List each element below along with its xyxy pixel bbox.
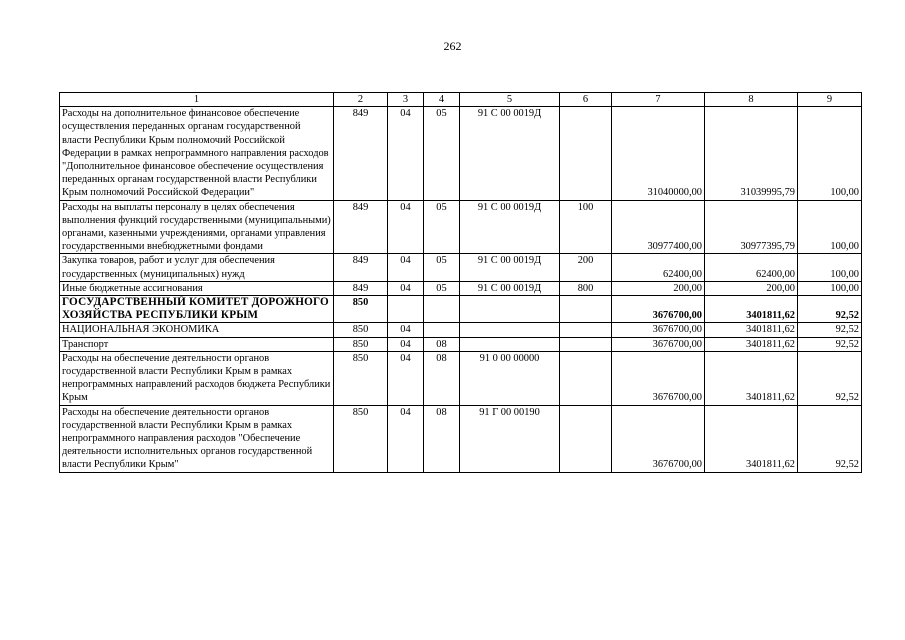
budget-table: [59, 92, 862, 473]
cell-ministry: 850: [334, 323, 388, 337]
row-description: Закупка товаров, работ и услуг для обеспечения государственных (муниципальных) нужд: [60, 254, 334, 281]
cell-percent: 100,00: [798, 200, 862, 254]
cell-section: 04: [388, 281, 424, 295]
cell-section: 04: [388, 351, 424, 405]
column-header: 8: [705, 93, 798, 107]
cell-section: 04: [388, 200, 424, 254]
cell-planned: 3676700,00: [612, 405, 705, 472]
cell-target-article: 91 С 00 0019Д: [460, 107, 560, 200]
cell-section: 04: [388, 337, 424, 351]
cell-executed: 3401811,62: [705, 296, 798, 323]
cell-ministry: 850: [334, 337, 388, 351]
cell-percent: 100,00: [798, 107, 862, 200]
cell-planned: 3676700,00: [612, 323, 705, 337]
table-row: [60, 254, 862, 281]
cell-planned: 3676700,00: [612, 296, 705, 323]
table-row: [60, 351, 862, 405]
page-number: 262: [443, 39, 462, 53]
cell-ministry: 849: [334, 107, 388, 200]
table-row: [60, 107, 862, 200]
cell-expense-type: [560, 337, 612, 351]
cell-planned: 62400,00: [612, 254, 705, 281]
column-header: 3: [388, 93, 424, 107]
cell-executed: 3401811,62: [705, 351, 798, 405]
cell-expense-type: [560, 405, 612, 472]
cell-ministry: 849: [334, 254, 388, 281]
table-row: [60, 296, 862, 323]
table-row: [60, 405, 862, 472]
cell-executed: 62400,00: [705, 254, 798, 281]
column-header: 7: [612, 93, 705, 107]
cell-executed: 3401811,62: [705, 405, 798, 472]
cell-expense-type: 100: [560, 200, 612, 254]
cell-subsection: 08: [424, 351, 460, 405]
cell-percent: 100,00: [798, 254, 862, 281]
cell-percent: 92,52: [798, 351, 862, 405]
cell-expense-type: [560, 351, 612, 405]
row-description: Расходы на дополнительное финансовое обеспечение осуществления переданных органам государственной власти Республики Крым полномочий Российской Федерации в рамках непрограммного направления расходов "Дополнительное финансовое обеспечение осуществления переданных органам государственной власти Республики Крым полномочий Российской Федерации": [60, 107, 334, 200]
cell-subsection: 05: [424, 107, 460, 200]
table-row: [60, 337, 862, 351]
cell-target-article: 91 С 00 0019Д: [460, 200, 560, 254]
column-header: 5: [460, 93, 560, 107]
cell-percent: 100,00: [798, 281, 862, 295]
row-description: Расходы на выплаты персоналу в целях обеспечения выполнения функций государственными (муниципальными) органами, казенными учреждениями, органами управления государственными внебюджетными фондами: [60, 200, 334, 254]
column-header: 6: [560, 93, 612, 107]
cell-planned: 30977400,00: [612, 200, 705, 254]
row-description: ГОСУДАРСТВЕННЫЙ КОМИТЕТ ДОРОЖНОГО ХОЗЯЙСТВА РЕСПУБЛИКИ КРЫМ: [60, 296, 334, 323]
cell-subsection: [424, 323, 460, 337]
cell-subsection: 05: [424, 281, 460, 295]
row-description: Транспорт: [60, 337, 334, 351]
cell-section: 04: [388, 107, 424, 200]
cell-percent: 92,52: [798, 405, 862, 472]
cell-target-article: [460, 296, 560, 323]
cell-executed: 30977395,79: [705, 200, 798, 254]
cell-subsection: 08: [424, 405, 460, 472]
row-description: Расходы на обеспечение деятельности органов государственной власти Республики Крым в рамках непрограммных направлений расходов бюджета Республики Крым: [60, 351, 334, 405]
cell-ministry: 849: [334, 200, 388, 254]
cell-expense-type: 800: [560, 281, 612, 295]
cell-ministry: 849: [334, 281, 388, 295]
table-row: [60, 200, 862, 254]
cell-planned: 3676700,00: [612, 337, 705, 351]
cell-section: 04: [388, 323, 424, 337]
cell-subsection: 05: [424, 200, 460, 254]
cell-target-article: 91 Г 00 00190: [460, 405, 560, 472]
cell-planned: 31040000,00: [612, 107, 705, 200]
cell-ministry: 850: [334, 405, 388, 472]
column-header: 9: [798, 93, 862, 107]
cell-target-article: [460, 337, 560, 351]
cell-executed: 31039995,79: [705, 107, 798, 200]
cell-planned: 200,00: [612, 281, 705, 295]
column-header: 4: [424, 93, 460, 107]
cell-ministry: 850: [334, 351, 388, 405]
cell-section: 04: [388, 254, 424, 281]
cell-subsection: 05: [424, 254, 460, 281]
cell-percent: 92,52: [798, 296, 862, 323]
cell-target-article: [460, 323, 560, 337]
cell-executed: 3401811,62: [705, 337, 798, 351]
cell-planned: 3676700,00: [612, 351, 705, 405]
cell-target-article: 91 0 00 00000: [460, 351, 560, 405]
cell-target-article: 91 С 00 0019Д: [460, 254, 560, 281]
row-description: Иные бюджетные ассигнования: [60, 281, 334, 295]
cell-section: 04: [388, 405, 424, 472]
cell-expense-type: 200: [560, 254, 612, 281]
cell-percent: 92,52: [798, 337, 862, 351]
cell-subsection: [424, 296, 460, 323]
table-header-row: [60, 93, 862, 107]
column-header: 1: [60, 93, 334, 107]
cell-executed: 200,00: [705, 281, 798, 295]
cell-ministry: 850: [334, 296, 388, 323]
cell-expense-type: [560, 296, 612, 323]
cell-target-article: 91 С 00 0019Д: [460, 281, 560, 295]
cell-expense-type: [560, 323, 612, 337]
row-description: НАЦИОНАЛЬНАЯ ЭКОНОМИКА: [60, 323, 334, 337]
table-row: [60, 323, 862, 337]
cell-subsection: 08: [424, 337, 460, 351]
table-row: [60, 281, 862, 295]
cell-percent: 92,52: [798, 323, 862, 337]
row-description: Расходы на обеспечение деятельности органов государственной власти Республики Крым в рамках непрограммного направления расходов "Обеспечение деятельности исполнительных органов государственной власти Республики Крым": [60, 405, 334, 472]
cell-section: [388, 296, 424, 323]
column-header: 2: [334, 93, 388, 107]
cell-executed: 3401811,62: [705, 323, 798, 337]
cell-expense-type: [560, 107, 612, 200]
